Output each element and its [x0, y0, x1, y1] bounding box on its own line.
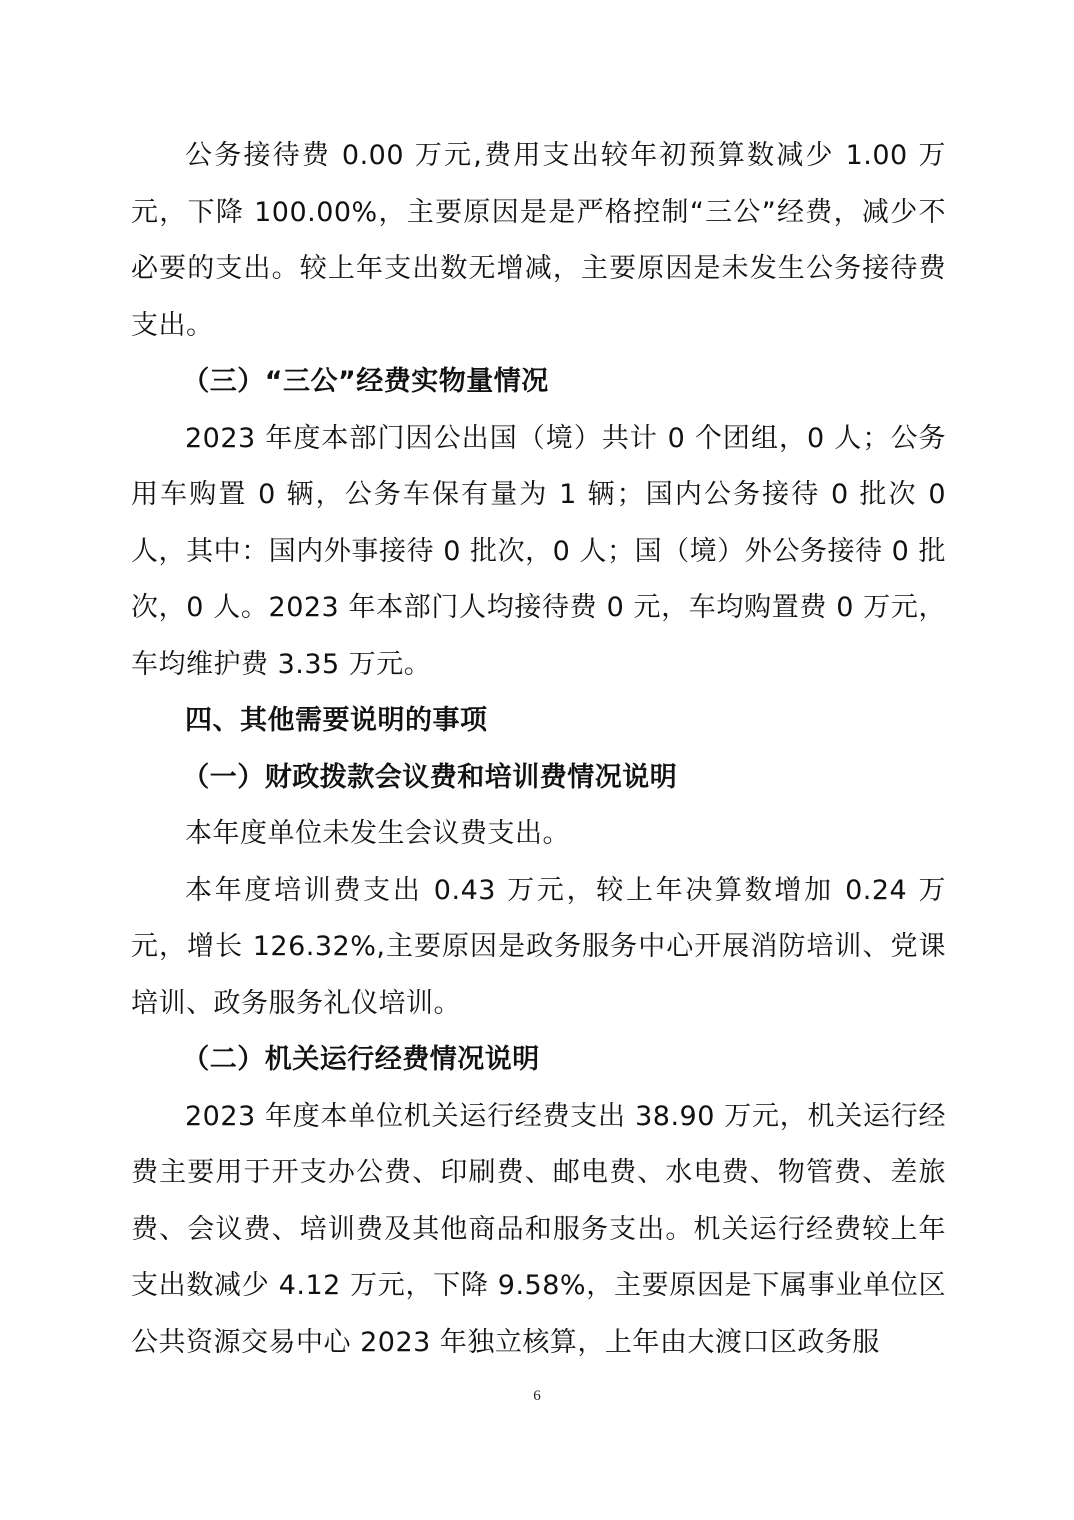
paragraph-hospitality-expense: 公务接待费 0.00 万元,费用支出较年初预算数减少 1.00 万元，下降 100.00%，主要原因是是严格控制“三公”经费，减少不必要的支出。较上年支出数无增减，主要原因是未发生公务接待费支出。	[131, 140, 946, 341]
paragraph-meeting-expense: 本年度单位未发生会议费支出。	[185, 818, 570, 849]
paragraph-operating-expense: 2023 年度本单位机关运行经费支出 38.90 万元，机关运行经费主要用于开支办公费、印刷费、邮电费、水电费、物管费、差旅费、会议费、培训费及其他商品和服务支出。机关运行经费较上年支出数减少 4.12 万元，下降 9.58%，主要原因是下属事业单位区公共资源交易中心 2023 年独立核算，上年由大渡口区政务服	[131, 1100, 946, 1358]
heading-operating-expense: （二）机关运行经费情况说明	[182, 1044, 540, 1075]
paragraph-physical-quantity: 2023 年度本部门因公出国（境）共计 0 个团组，0 人；公务用车购置 0 辆，公务车保有量为 1 辆；国内公务接待 0 批次 0 人，其中：国内外事接待 0 批次，0 人；国（境）外公务接待 0 批次，0 人。2023 年本部门人均接待费 0 元，车均购置费 0 万元，车均维护费 3.35 万元。	[131, 422, 946, 680]
heading-section-four: 四、其他需要说明的事项	[185, 705, 488, 736]
heading-meeting-training: （一）财政拨款会议费和培训费情况说明	[182, 761, 678, 793]
document-body	[131, 128, 946, 1371]
heading-three-public-physical: （三）“三公”经费实物量情况	[182, 366, 549, 397]
page-number: 6	[533, 1388, 541, 1404]
paragraph-training-expense: 本年度培训费支出 0.43 万元，较上年决算数增加 0.24 万元，增长 126.32%,主要原因是政务服务中心开展消防培训、党课培训、政务服务礼仪培训。	[131, 874, 946, 1019]
